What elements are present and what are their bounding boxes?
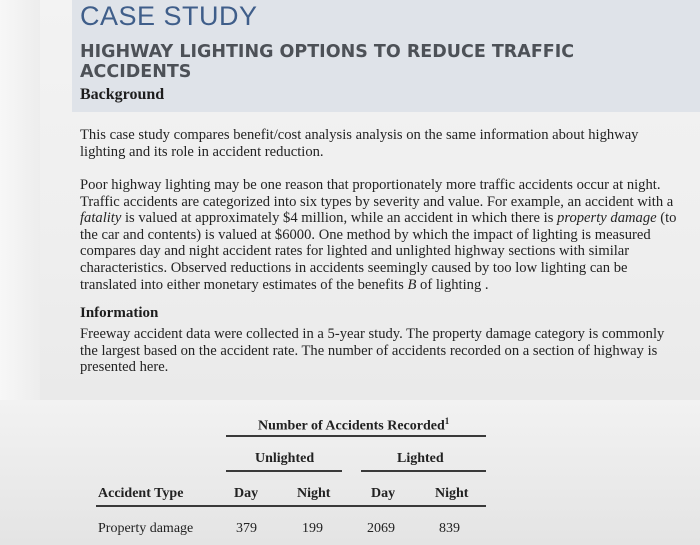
table-title: Number of Accidents Recorded$^1$ (258, 416, 450, 434)
unlighted-rule (226, 470, 342, 472)
group-header-unlighted: Unlighted (255, 451, 315, 466)
lighting-paragraph (80, 177, 685, 293)
case-study-headline: HIGHWAY LIGHTING OPTIONS TO REDUCE TRAFFIC ACCIDENTS (80, 42, 575, 82)
paragraph-text: of lighting . (416, 276, 489, 293)
property-damage-term: property damage (557, 210, 657, 227)
table-footnote-marker: 1 (444, 416, 450, 426)
group-header-lighted: Lighted (397, 451, 444, 466)
paragraph-text: is valued at approximately $4 million, while an accident in which there is (121, 210, 558, 227)
benefit-symbol: B (407, 276, 417, 293)
background-paragraph: This case study compares benefit/cost analysis analysis on the same information about highway lighting and its role in accident reduction. (80, 127, 639, 160)
table-cell-accident-type: Property damage (98, 521, 194, 536)
table-cell-unlighted-day: 379 (236, 521, 257, 536)
fatality-term: fatality (80, 210, 122, 227)
column-header-accident-type: Accident Type (98, 486, 184, 501)
case-study-label: CASE STUDY (80, 1, 258, 31)
lighted-rule (361, 470, 486, 472)
column-header-lighted-night: Night (435, 486, 469, 501)
information-paragraph: Freeway accident data were collected in a 5-year study. The property damage category is commonly the largest based on the accident rate. The number of accidents recorded on a section of highway is presented here. (80, 326, 665, 376)
background-heading: Background (80, 86, 165, 103)
table-cell-lighted-day: 2069 (367, 521, 395, 536)
column-header-unlighted-night: Night (297, 486, 331, 501)
column-header-lighted-day: Day (371, 486, 396, 501)
column-header-unlighted-day: Day (234, 486, 259, 501)
table-cell-lighted-night: 839 (439, 521, 460, 536)
paragraph-text: Poor highway lighting may be one reason that proportionately more traffic accidents occur at night. Traffic accidents are categorized into six types by severity and value. For example, an accident with a (80, 177, 674, 210)
header-rule (96, 505, 486, 507)
table-cell-unlighted-night: 199 (302, 521, 323, 536)
information-heading: Information (80, 305, 159, 321)
paragraph-text: (to the car and contents) is valued at $6000. One method by which the impact of lighting is measured compares day and night accident rates for lighted and unlighted highway sections with similar characteristics. Observed reductions in accidents seemingly caused by too low lighting can be translated into either monetary estimates of the benefits (80, 210, 677, 293)
table-title-rule (226, 435, 486, 437)
